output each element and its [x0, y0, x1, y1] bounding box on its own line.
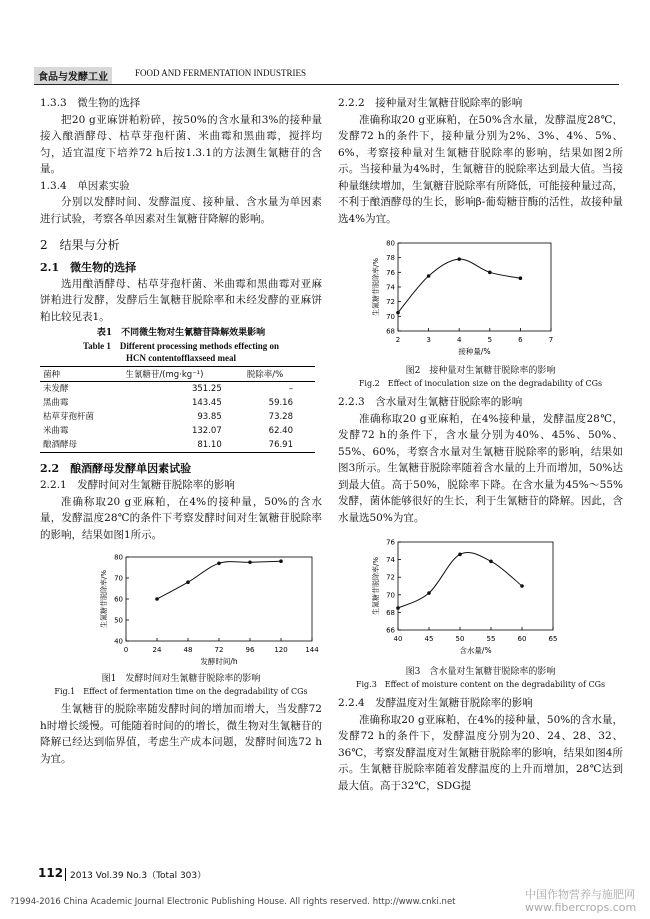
data-point [396, 311, 400, 315]
y-tick-label: 50 [114, 616, 123, 625]
section-2-2-4-body: 准确称取20 g亚麻粕，在4%的接种量，50%的含水量，发酵72 h的条件下，发酵温度分别为20、24、28、32、36℃，考察发酵温度对生氰糖苷脱除率的影响，结果如图4所示。生氰糖苷脱除率随着发酵温度的上升而增加，28℃达到最大值。高于32℃，SDG提 [338, 713, 623, 792]
y-tick-label: 60 [114, 595, 123, 604]
y-axis-label: 生氰糖苷脱除率/% [372, 257, 380, 317]
plot-frame [398, 243, 551, 331]
plot-frame [398, 542, 553, 630]
x-tick-label: 50 [455, 635, 465, 643]
y-tick-label: 70 [386, 312, 395, 321]
section-2-2-1-title: 2.2.1 发酵时间对生氰糖苷脱除率的影响 [40, 479, 235, 491]
x-tick-label: 24 [152, 646, 162, 654]
table-cell: 93.85 [197, 412, 222, 422]
section-2-title: 2 结果与分析 [40, 238, 120, 252]
x-tick-label: 65 [548, 635, 558, 643]
table-row [40, 438, 315, 453]
fig1-caption-en: Fig.1 Effect of fermentation time on the degradability of CGs [54, 687, 308, 696]
left-column [40, 95, 322, 767]
table-cell: 351.25 [191, 384, 222, 394]
table-cell: 59.16 [268, 398, 293, 408]
section-1-3-3-body: 把20 g亚麻饼粕粉碎，按50%的含水量和3%的接种量接入酿酒酵母、枯草芽孢杆菌、米曲霉和黑曲霉，搅拌均匀，适宜温度下培养72 h后按1.3.1的方法测生氰糖苷的含量。 [40, 113, 322, 175]
page-number: 112 [38, 866, 64, 880]
y-tick-label: 80 [114, 553, 123, 562]
table1 [40, 366, 315, 453]
table-row [40, 396, 315, 410]
data-point [279, 559, 283, 563]
table1-caption-en-2: HCN contentofflaxseed meal [126, 353, 236, 363]
x-tick-label: 48 [183, 646, 193, 654]
y-tick-label: 78 [386, 254, 395, 263]
y-axis-label: 生氰糖苷脱除率/% [100, 569, 108, 629]
y-tick-label: 76 [386, 268, 395, 277]
x-axis-label: 含水量/% [459, 646, 492, 655]
table-row [40, 410, 315, 424]
table-cell: – [288, 384, 293, 394]
plot-frame [126, 557, 312, 641]
fig1-chart [40, 549, 322, 671]
x-tick-label: 96 [245, 646, 255, 654]
data-point [217, 562, 221, 566]
section-2-2-2-body: 准确称取20 g亚麻粕，在50%含水量，发酵温度28℃，发酵72 h的条件下，接种量分别为2%、3%、4%、5%、6%，考察接种量对生氰糖苷脱除率的影响，结果如图2所示。当接种量为4%时，生氰糖苷的脱除率达到最大值。当接种量继续增加，生氰糖苷脱除率有所降低，可能接种量过高，不利于酿酒酵母的生长，影响β-葡萄糖苷酶的活性，故接种量选4%为宜。 [338, 113, 623, 225]
table-header: 脱除率/% [244, 367, 315, 382]
section-2-2-title: 2.2 酿酒酵母发酵单因素试验 [40, 462, 192, 475]
table-cell: 黑曲霉 [43, 398, 69, 408]
section-2-1-title: 2.1 微生物的选择 [40, 260, 137, 274]
y-tick-label: 74 [386, 283, 395, 292]
series-line [398, 259, 520, 313]
y-tick-label: 66 [386, 626, 395, 635]
y-tick-label: 74 [386, 556, 395, 565]
table-header: 菌种 [40, 367, 122, 382]
y-axis-label: 生氰糖苷脱除率/% [372, 556, 380, 616]
x-tick-label: 3 [426, 336, 431, 344]
watermark [525, 888, 636, 914]
data-point [427, 274, 431, 278]
table-cell: 81.10 [122, 438, 243, 453]
x-tick-label: 0 [123, 646, 129, 654]
data-point [248, 560, 252, 564]
fig3-caption-en: Fig.3 Effect of moisture content on the degradability of CGs [355, 680, 606, 689]
fig2-chart [338, 237, 623, 357]
data-point [488, 271, 492, 275]
x-tick-label: 72 [214, 646, 224, 654]
table-cell: 酿酒酵母 [40, 438, 122, 453]
y-tick-label: 76 [386, 538, 395, 547]
y-tick-label: 72 [386, 573, 395, 582]
y-tick-label: 80 [386, 239, 395, 248]
y-tick-label: 40 [114, 637, 123, 646]
table-cell: 米曲霉 [43, 426, 69, 436]
fig3-chart [338, 536, 623, 656]
table-row [40, 382, 315, 397]
table-cell: 76.91 [244, 438, 315, 453]
x-tick-label: 6 [518, 336, 523, 344]
table-cell: 未发酵 [43, 384, 69, 394]
right-column [338, 95, 623, 794]
table-cell: 73.28 [268, 412, 293, 422]
data-point [519, 276, 523, 280]
section-2-2-1-body: 准确称取20 g亚麻粕，在4%的接种量，50%的含水量，发酵温度28℃的条件下考察发酵时间对生氰糖苷脱除率的影响，结果如图1所示。 [40, 495, 322, 541]
section-2-2-2-title: 2.2.2 接种量对生氰糖苷脱除率的影响 [338, 97, 523, 109]
x-tick-label: 2 [395, 336, 401, 344]
journal-name-en: FOOD AND FERMENTATION INDUSTRIES [135, 68, 307, 78]
x-tick-label: 60 [517, 635, 527, 643]
table-cell: 枯草芽孢杆菌 [43, 412, 95, 422]
y-tick-label: 72 [386, 298, 395, 307]
table1-caption-en-1: Table 1 Different processing methods effecting on [82, 341, 280, 351]
data-point [396, 606, 400, 610]
table-cell: 132.07 [191, 426, 222, 436]
x-tick-label: 55 [486, 635, 496, 643]
volume-info: 2013 Vol.39 No.3（Total 303） [65, 868, 206, 881]
x-tick-label: 144 [305, 646, 319, 654]
y-tick-label: 68 [386, 608, 395, 617]
x-tick-label: 4 [456, 336, 462, 344]
data-point [458, 553, 462, 557]
journal-header [34, 66, 619, 85]
x-tick-label: 7 [548, 336, 554, 344]
x-tick-label: 40 [393, 635, 403, 643]
section-2-2-4-title: 2.2.4 发酵温度对生氰糖苷脱除率的影响 [338, 697, 533, 709]
watermark-line-2: www.fibercrops.com [525, 901, 637, 914]
fig3-caption-cn: 图3 含水量对生氰糖苷脱除率的影响 [405, 667, 556, 677]
table-row [40, 424, 315, 438]
x-tick-label: 45 [424, 635, 434, 643]
data-point [427, 591, 431, 595]
section-1-3-3-title: 1.3.3 微生物的选择 [40, 97, 141, 109]
watermark-line-1: 中国作物营养与施肥网 [525, 888, 635, 901]
series-line [398, 552, 522, 608]
y-tick-label: 68 [386, 327, 395, 336]
section-1-3-4-title: 1.3.4 单因素实验 [40, 179, 130, 192]
journal-name-cn: 食品与发酵工业 [34, 67, 112, 84]
table-cell: 143.45 [191, 398, 222, 408]
table-header: 生氰糖苷/(mg·kg⁻¹) [122, 367, 243, 382]
data-point [155, 597, 159, 601]
fig1-caption-cn: 图1 发酵时间对生氰糖苷脱除率的影响 [101, 674, 261, 684]
table-cell: 62.40 [268, 426, 293, 436]
data-point [186, 580, 190, 584]
data-point [520, 584, 524, 588]
x-tick-label: 120 [274, 646, 288, 654]
table1-caption-cn: 表1 不同微生物对生氰糖苷降解效果影响 [96, 328, 266, 338]
fig2-caption-en: Fig.2 Effect of inoculation size on the degradability of CGs [358, 379, 603, 388]
data-point [457, 257, 461, 261]
x-axis-label: 接种量/% [458, 347, 491, 356]
copyright-notice: ?1994-2016 China Academic Journal Electronic Publishing House. All rights reserved. http://www.cnki.net [10, 897, 456, 907]
section-1-3-4-body: 分别以发酵时间、发酵温度、接种量、含水量为单因素进行试验，考察各单因素对生氰糖苷降解的影响。 [40, 196, 322, 225]
fig2-caption-cn: 图2 接种量对生氰糖苷脱除率的影响 [405, 366, 556, 376]
x-tick-label: 5 [487, 336, 493, 344]
section-2-2-1-discussion: 生氰糖苷的脱除率随发酵时间的增加而增大，当发酵72 h时增长缓慢。可能随着时间的的增长，微生物对生氰糖苷的降解已经达到临界值，考虑生产成本问题，发酵时间选72 h为宜。 [40, 703, 322, 765]
x-axis-label: 发酵时间/h [200, 657, 238, 666]
y-tick-label: 70 [386, 591, 395, 600]
section-2-2-3-body: 准确称取20 g亚麻粕，在4%接种量，发酵温度28℃，发酵72 h的条件下，含水量分别为40%、45%、50%、55%、60%，考察含水量对生氰糖苷脱除率的影响，结果如图3所示。生氰糖苷脱除率随着含水量的上升而增加，50%达到最大值。高于50%，脱除率下降。在含水量为45%～55%发酵，菌体能够很好的生长，利于生氰糖苷的降解。因此，含水量选50%为宜。 [338, 412, 623, 524]
series-line [157, 561, 281, 599]
y-tick-label: 70 [114, 574, 123, 583]
data-point [489, 560, 493, 564]
section-2-1-body: 选用酿酒酵母、枯草芽孢杆菌、米曲霉和黑曲霉对亚麻饼粕进行发酵，发酵后生氰糖苷脱除率和未经发酵的亚麻饼粕比较见表1。 [40, 277, 322, 323]
section-2-2-3-title: 2.2.3 含水量对生氰糖苷脱除率的影响 [338, 396, 523, 408]
